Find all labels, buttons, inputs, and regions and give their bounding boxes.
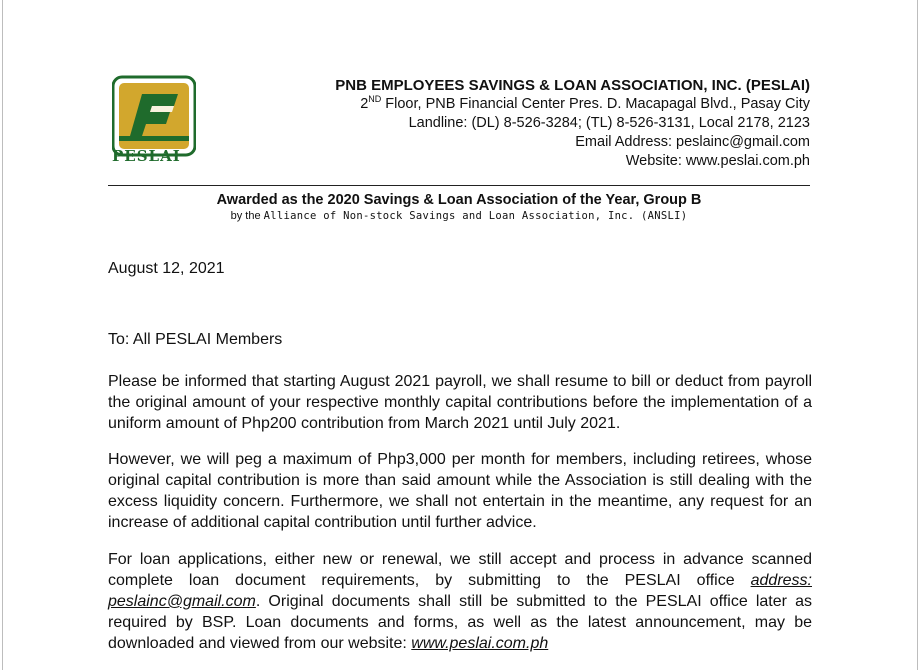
address-text: Floor, PNB Financial Center Pres. D. Macapagal Blvd., Pasay City [381, 96, 810, 112]
landline-line: Landline: (DL) 8-526-3284; (TL) 8-526-3131, Local 2178, 2123 [408, 115, 810, 131]
email-link[interactable]: address: peslainc@gmail.com [108, 572, 812, 610]
paragraph-1: Please be informed that starting August 2021 payroll, we shall resume to bill or deduct from payroll the original amount of your respective monthly capital contributions before the implementation of a uniform amount of Php200 contribution from March 2021 until July 2021. [108, 373, 812, 432]
award-by-prefix: by the [230, 210, 264, 222]
email-line: Email Address: peslainc@gmail.com [575, 134, 810, 150]
letterhead [335, 76, 810, 171]
website-line: Website: www.peslai.com.ph [625, 153, 810, 169]
award-block [108, 191, 810, 224]
page-edge-left [2, 0, 3, 670]
website-link[interactable]: www.peslai.com.ph [411, 635, 549, 652]
address-line [335, 95, 810, 114]
award-byline [108, 209, 810, 224]
organization-name: PNB EMPLOYEES SAVINGS & LOAN ASSOCIATION, INC. (PESLAI) [335, 77, 810, 94]
logo-wordmark: PESLAI [112, 147, 181, 165]
award-by-org: Alliance of Non-stock Savings and Loan Association, Inc. (ANSLI) [263, 210, 688, 222]
header-divider [108, 185, 810, 186]
paragraph-3-text-b: . Original documents shall still be submitted to the PESLAI office later as required by BSP. Loan documents and forms, as well as the latest announcement, may be downloaded and viewed from our website: [108, 593, 812, 652]
page-edge-right [917, 0, 918, 670]
letter-date: August 12, 2021 [108, 260, 225, 277]
award-title: Awarded as the 2020 Savings & Loan Association of the Year, Group B [216, 192, 702, 208]
paragraph-3-text-a: For loan applications, either new or renewal, we still accept and process in advance scanned complete loan document requirements, by submitting to the PESLAI office [108, 551, 812, 589]
floor-number: 2 [360, 96, 369, 112]
floor-suffix: ND [368, 94, 382, 105]
letter-recipient: To: All PESLAI Members [108, 331, 283, 348]
paragraph-3 [108, 549, 812, 654]
paragraph-2: However, we will peg a maximum of Php3,000 per month for members, including retirees, whose original capital contribution is more than said amount while the Association is still dealing with the excess liquidity concern. Furthermore, we shall not entertain in the meantime, any request for an increase of additional capital contribution until further advice. [108, 451, 812, 531]
